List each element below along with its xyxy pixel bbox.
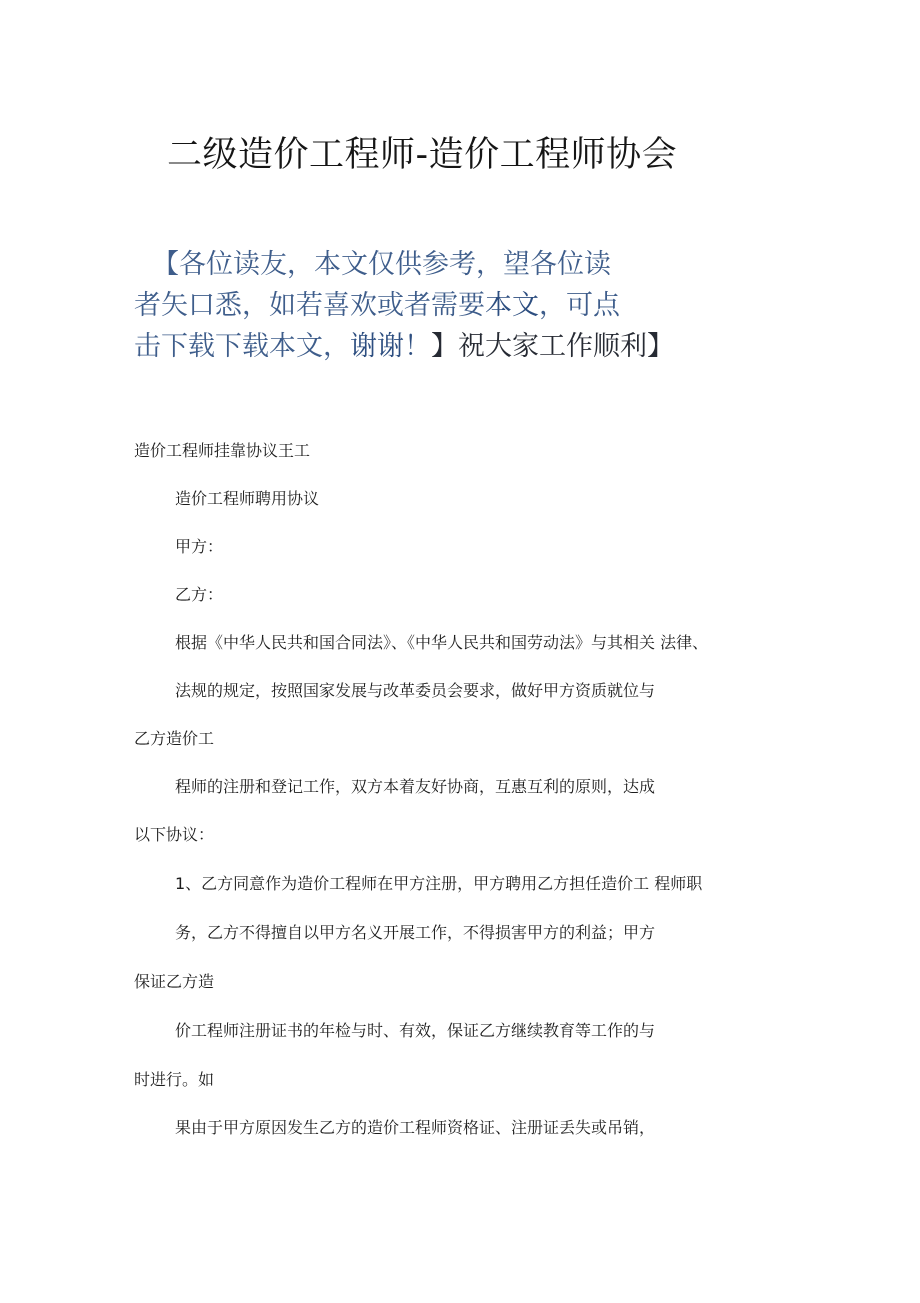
reader-notice xyxy=(134,244,774,367)
paragraph-line: 果由于甲方原因发生乙方的造价工程师资格证、注册证丢失或吊销， xyxy=(175,1118,656,1137)
notice-line-2-part-a: 者矢口悉，如若喜欢或者需要 xyxy=(134,290,485,321)
notice-line-3-part-b: 谢谢！ xyxy=(350,331,431,362)
paragraph-agreement-title: 造价工程师聘用协议 xyxy=(175,489,320,508)
notice-line-1: 【各位读友，本文仅供参考，望各位读 xyxy=(152,249,611,280)
paragraph-line: 时进行。如 xyxy=(134,1070,215,1089)
paragraph-party-a: 甲方： xyxy=(175,537,224,556)
paragraph-line: 务，乙方不得擅自以甲方名义开展工作，不得损害甲方的利益；甲方 xyxy=(175,923,656,942)
paragraph-line: 程师的注册和登记工作，双方本着友好协商，互惠互利的原则，达成 xyxy=(175,777,656,796)
document-title: 二级造价工程师-造价工程师协会 xyxy=(167,135,678,175)
paragraph-line: 根据《中华人民共和国合同法》、《中华人民共和国劳动法》与其相关 法律、 xyxy=(175,633,709,652)
paragraph-line: 以下协议： xyxy=(134,825,215,844)
paragraph-line: 法规的规定，按照国家发展与改革委员会要求，做好甲方资质就位与 xyxy=(175,681,656,700)
paragraph-line: 乙方造价工 xyxy=(134,729,215,748)
notice-line-2-part-b: 本文 xyxy=(485,290,539,321)
notice-line-3-part-a: 击下载下载本文， xyxy=(134,331,350,362)
paragraph-party-b: 乙方： xyxy=(175,585,224,604)
paragraph-line: 保证乙方造 xyxy=(134,972,215,991)
paragraph-heading: 造价工程师挂靠协议王工 xyxy=(134,441,311,460)
notice-line-2-part-c: ，可点 xyxy=(539,290,620,321)
notice-line-2 xyxy=(134,285,774,326)
paragraph-line: 价工程师注册证书的年检与时、有效，保证乙方继续教育等工作的与 xyxy=(175,1021,656,1040)
notice-line-3 xyxy=(134,326,774,367)
paragraph-line: 1、乙方同意作为造价工程师在甲方注册，甲方聘用乙方担任造价工 程师职 xyxy=(175,874,703,893)
notice-line-3-part-c: 】祝大家工作顺利】 xyxy=(431,331,674,362)
